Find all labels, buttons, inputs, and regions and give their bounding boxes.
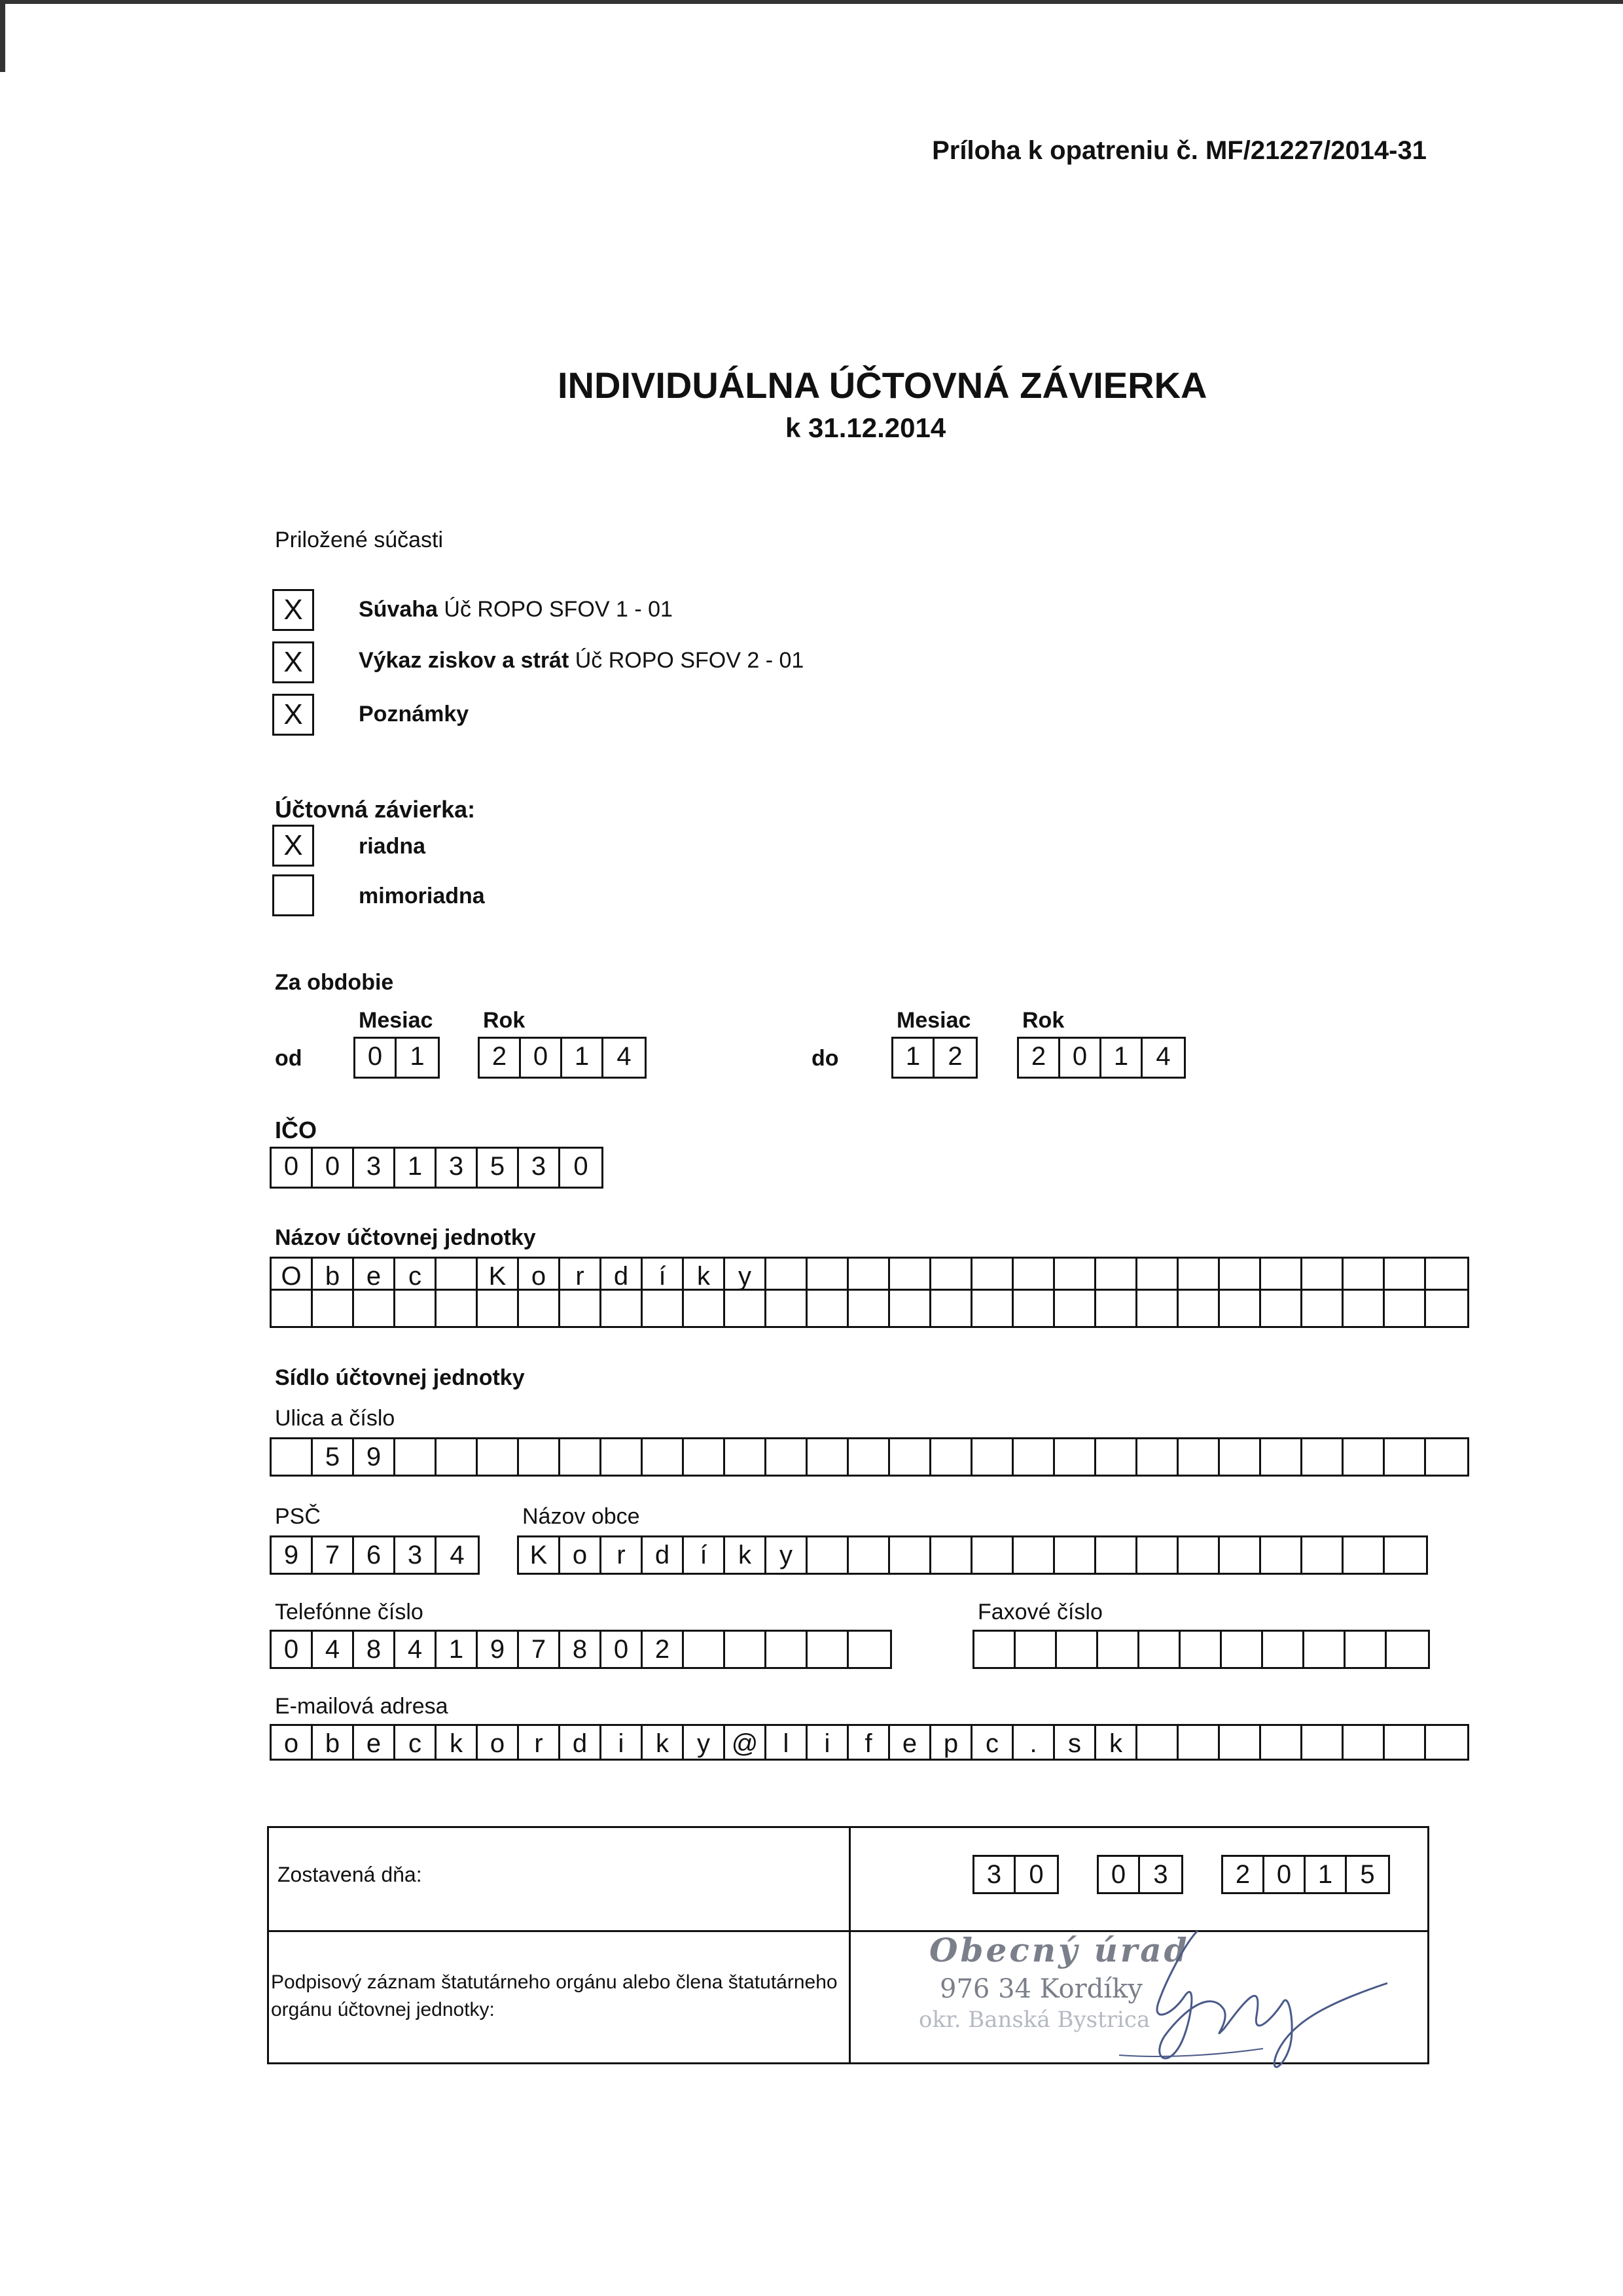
street-field[interactable] <box>270 1437 1469 1477</box>
city-char-cell <box>1014 1537 1055 1573</box>
attachment-suvaha-name: Súvaha <box>359 597 438 622</box>
street-char-cell <box>849 1439 890 1475</box>
email-char-cell: k <box>437 1726 478 1759</box>
entity-name-char-cell <box>354 1291 395 1326</box>
checkbox-riadna[interactable]: X <box>272 825 314 867</box>
to-year-digit: 1 <box>1101 1039 1143 1077</box>
street-char-cell <box>643 1439 684 1475</box>
entity-name-char-cell <box>849 1291 890 1326</box>
signature-table-column-divider <box>849 1828 851 2062</box>
entity-name-char-cell <box>725 1291 766 1326</box>
compiled-label: Zostavená dňa: <box>277 1863 422 1886</box>
entity-name-char-cell: í <box>643 1259 684 1289</box>
ico-digit-cell: 3 <box>354 1149 395 1187</box>
from-label: od <box>275 1046 302 1071</box>
email-char-cell: y <box>684 1726 725 1759</box>
entity-name-char-cell <box>1055 1291 1096 1326</box>
email-label: E-mailová adresa <box>275 1694 448 1719</box>
entity-name-char-cell <box>1096 1259 1137 1289</box>
street-char-cell <box>1426 1439 1467 1475</box>
street-char-cell <box>972 1439 1014 1475</box>
psc-label: PSČ <box>275 1504 321 1529</box>
to-month-digit: 1 <box>893 1039 935 1077</box>
compiled-day-field[interactable] <box>972 1855 1059 1894</box>
from-year-digit: 2 <box>480 1039 521 1077</box>
period-label: Za obdobie <box>275 970 394 995</box>
entity-name-char-cell: y <box>725 1259 766 1289</box>
attachment-suvaha-code: Úč ROPO SFOV 1 - 01 <box>444 597 673 622</box>
entity-name-row-2[interactable] <box>270 1289 1469 1328</box>
entity-name-char-cell <box>1014 1291 1055 1326</box>
entity-name-char-cell <box>272 1291 313 1326</box>
street-char-cell <box>725 1439 766 1475</box>
entity-name-char-cell: k <box>684 1259 725 1289</box>
email-char-cell: k <box>643 1726 684 1759</box>
from-year-field[interactable] <box>478 1037 647 1079</box>
entity-name-char-cell <box>313 1291 354 1326</box>
entity-name-char-cell <box>684 1291 725 1326</box>
ico-digit-cell: 1 <box>395 1149 437 1187</box>
compiled-year-digit: 1 <box>1306 1857 1347 1892</box>
from-month-field[interactable] <box>353 1037 440 1079</box>
attachment-vykaz-name: Výkaz ziskov a strát <box>359 648 569 673</box>
email-char-cell: c <box>395 1726 437 1759</box>
address-label: Sídlo účtovnej jednotky <box>275 1365 525 1390</box>
entity-name-char-cell <box>1426 1259 1467 1289</box>
email-char-cell: o <box>478 1726 519 1759</box>
from-year-digit: 4 <box>616 1042 632 1071</box>
street-char-cell <box>1096 1439 1137 1475</box>
fax-digit-cell <box>1222 1632 1263 1667</box>
fax-digit-cell <box>1263 1632 1304 1667</box>
entity-name-char-cell <box>437 1291 478 1326</box>
street-char-cell: 5 <box>313 1439 354 1475</box>
entity-name-char-cell <box>395 1291 437 1326</box>
phone-digit-cell: 8 <box>354 1632 395 1667</box>
ico-digit-cell: 0 <box>573 1152 588 1181</box>
psc-digit-cell: 6 <box>354 1537 395 1573</box>
street-char-cell <box>1179 1439 1220 1475</box>
signature-label-line-1: Podpisový záznam štatutárneho orgánu alebo člena štatutárneho <box>271 1971 838 1993</box>
email-char-cell: o <box>272 1726 313 1759</box>
email-char-cell: i <box>808 1726 849 1759</box>
to-year-digit: 4 <box>1156 1042 1171 1071</box>
fax-digit-cell <box>1387 1632 1428 1667</box>
fax-digit-cell <box>1057 1632 1098 1667</box>
city-char-cell <box>849 1537 890 1573</box>
email-char-cell: b <box>313 1726 354 1759</box>
stamp-line-3: okr. Banská Bystrica <box>919 2007 1150 2033</box>
entity-name-char-cell <box>1179 1259 1220 1289</box>
entity-name-char-cell <box>972 1259 1014 1289</box>
entity-name-char-cell <box>1302 1291 1344 1326</box>
entity-name-char-cell <box>1385 1291 1426 1326</box>
email-char-cell: d <box>560 1726 601 1759</box>
fax-digit-cell <box>974 1632 1016 1667</box>
entity-name-char-cell: O <box>272 1259 313 1289</box>
entity-name-char-cell <box>1261 1291 1302 1326</box>
phone-digit-cell: 0 <box>272 1632 313 1667</box>
annex-reference: Príloha k opatreniu č. MF/21227/2014-31 <box>932 136 1427 165</box>
phone-digit-cell: 7 <box>519 1632 560 1667</box>
email-char-cell <box>1220 1726 1261 1759</box>
street-char-cell <box>766 1439 808 1475</box>
phone-digit-cell <box>766 1632 808 1667</box>
entity-name-char-cell <box>643 1291 684 1326</box>
city-char-cell <box>1344 1537 1385 1573</box>
phone-digit-cell: 2 <box>643 1632 684 1667</box>
street-char-cell <box>519 1439 560 1475</box>
city-char-cell <box>1385 1537 1426 1573</box>
ico-digit-cell: 3 <box>519 1149 560 1187</box>
entity-name-row-1[interactable] <box>270 1257 1469 1291</box>
phone-digit-cell <box>808 1632 849 1667</box>
entity-name-char-cell: c <box>395 1259 437 1289</box>
entity-name-char-cell <box>808 1291 849 1326</box>
street-char-cell <box>931 1439 972 1475</box>
email-char-cell <box>1137 1726 1179 1759</box>
fax-digit-cell <box>1139 1632 1181 1667</box>
entity-name-char-cell <box>478 1291 519 1326</box>
to-month-digit: 2 <box>948 1042 963 1071</box>
stamp-line-1: Obecný úrad <box>929 1931 1190 1969</box>
street-char-cell <box>684 1439 725 1475</box>
checkbox-mimoriadna[interactable] <box>272 874 314 916</box>
email-char-cell: s <box>1055 1726 1096 1759</box>
email-char-cell <box>1179 1726 1220 1759</box>
to-year-digit: 2 <box>1019 1039 1060 1077</box>
street-char-cell <box>1220 1439 1261 1475</box>
email-char-cell <box>1261 1726 1302 1759</box>
entity-name-char-cell <box>1096 1291 1137 1326</box>
phone-digit-cell <box>725 1632 766 1667</box>
phone-digit-cell <box>849 1632 890 1667</box>
street-char-cell <box>1014 1439 1055 1475</box>
compiled-day-digit: 0 <box>1029 1860 1044 1889</box>
email-char-cell <box>1302 1726 1344 1759</box>
entity-name-char-cell <box>1220 1259 1261 1289</box>
compiled-month-field[interactable] <box>1097 1855 1183 1894</box>
entity-name-char-cell <box>972 1291 1014 1326</box>
city-char-cell: o <box>560 1537 601 1573</box>
street-char-cell <box>1055 1439 1096 1475</box>
city-char-cell <box>890 1537 931 1573</box>
street-label: Ulica a číslo <box>275 1406 395 1431</box>
city-field[interactable] <box>517 1535 1428 1575</box>
to-month-label: Mesiac <box>897 1008 971 1033</box>
fax-digit-cell <box>1304 1632 1346 1667</box>
entity-name-char-cell <box>560 1291 601 1326</box>
to-month-field[interactable] <box>891 1037 978 1079</box>
compiled-year-digit: 0 <box>1264 1857 1306 1892</box>
entity-name-char-cell <box>1014 1259 1055 1289</box>
city-char-cell <box>931 1537 972 1573</box>
psc-digit-cell: 4 <box>450 1541 465 1570</box>
email-char-cell: l <box>766 1726 808 1759</box>
city-char-cell <box>1055 1537 1096 1573</box>
to-year-label: Rok <box>1022 1008 1065 1033</box>
fax-label: Faxové číslo <box>978 1600 1103 1624</box>
street-char-cell <box>1137 1439 1179 1475</box>
ico-field[interactable] <box>270 1147 603 1189</box>
city-char-cell: d <box>643 1537 684 1573</box>
entity-name-char-cell: r <box>560 1259 601 1289</box>
city-char-cell <box>808 1537 849 1573</box>
entity-name-char-cell <box>1220 1291 1261 1326</box>
handwritten-signature <box>1113 1924 1400 2081</box>
ico-digit-cell: 0 <box>272 1149 313 1187</box>
email-char-cell <box>1385 1726 1426 1759</box>
email-char-cell <box>1344 1726 1385 1759</box>
entity-name-char-cell <box>1179 1291 1220 1326</box>
street-char-cell <box>478 1439 519 1475</box>
email-char-cell: c <box>972 1726 1014 1759</box>
entity-name-char-cell <box>808 1259 849 1289</box>
city-char-cell <box>1220 1537 1261 1573</box>
compiled-day-digit: 3 <box>974 1857 1016 1892</box>
option-riadna-label: riadna <box>359 834 426 859</box>
phone-digit-cell: 0 <box>601 1632 643 1667</box>
city-char-cell: y <box>766 1537 808 1573</box>
scan-top-edge <box>0 0 1623 4</box>
compiled-month-digit: 0 <box>1099 1857 1140 1892</box>
city-char-cell: í <box>684 1537 725 1573</box>
street-char-cell <box>437 1439 478 1475</box>
compiled-month-digit: 3 <box>1153 1860 1168 1889</box>
email-char-cell: k <box>1096 1726 1137 1759</box>
city-char-cell <box>1179 1537 1220 1573</box>
email-char-cell: @ <box>725 1726 766 1759</box>
entity-name-char-cell <box>519 1291 560 1326</box>
city-char-cell: r <box>601 1537 643 1573</box>
checkbox-suvaha[interactable]: X <box>272 589 314 631</box>
from-month-digit: 1 <box>410 1042 425 1071</box>
checkbox-poznamky[interactable]: X <box>272 694 314 736</box>
street-char-cell <box>1385 1439 1426 1475</box>
entity-name-char-cell <box>1055 1259 1096 1289</box>
entity-name-char-cell <box>931 1291 972 1326</box>
email-char-cell: e <box>890 1726 931 1759</box>
entity-name-label: Názov účtovnej jednotky <box>275 1225 536 1250</box>
ico-digit-cell: 5 <box>478 1149 519 1187</box>
phone-digit-cell <box>684 1632 725 1667</box>
psc-digit-cell: 3 <box>395 1537 437 1573</box>
phone-label: Telefónne číslo <box>275 1600 423 1624</box>
from-year-digit: 1 <box>562 1039 603 1077</box>
email-char-cell: f <box>849 1726 890 1759</box>
entity-name-char-cell <box>766 1291 808 1326</box>
ico-digit-cell: 3 <box>437 1149 478 1187</box>
psc-field[interactable] <box>270 1535 480 1575</box>
email-field[interactable] <box>270 1724 1469 1761</box>
ico-label: IČO <box>275 1117 317 1143</box>
entity-name-char-cell: K <box>478 1259 519 1289</box>
stamp-line-2: 976 34 Kordíky <box>940 1974 1143 2004</box>
option-mimoriadna-label: mimoriadna <box>359 884 485 908</box>
from-year-digit: 0 <box>521 1039 562 1077</box>
statement-type-label: Účtovná závierka: <box>275 796 476 823</box>
email-char-cell: p <box>931 1726 972 1759</box>
psc-digit-cell: 9 <box>272 1537 313 1573</box>
city-label: Názov obce <box>522 1504 640 1529</box>
fax-digit-cell <box>1016 1632 1057 1667</box>
attachment-suvaha <box>359 597 673 622</box>
entity-name-char-cell <box>1302 1259 1344 1289</box>
email-char-cell: r <box>519 1726 560 1759</box>
entity-name-char-cell: d <box>601 1259 643 1289</box>
entity-name-char-cell <box>931 1259 972 1289</box>
to-year-field[interactable] <box>1017 1037 1186 1079</box>
signature-label-line-2: orgánu účtovnej jednotky: <box>271 1999 495 2020</box>
scan-left-mark <box>0 0 5 72</box>
street-char-cell <box>560 1439 601 1475</box>
city-char-cell <box>1261 1537 1302 1573</box>
entity-name-char-cell: o <box>519 1259 560 1289</box>
from-month-digit: 0 <box>355 1039 397 1077</box>
city-char-cell <box>972 1537 1014 1573</box>
entity-name-char-cell <box>1344 1291 1385 1326</box>
street-char-cell <box>1261 1439 1302 1475</box>
email-char-cell: i <box>601 1726 643 1759</box>
entity-name-char-cell <box>437 1259 478 1289</box>
from-month-label: Mesiac <box>359 1008 433 1033</box>
attachments-label: Priložené súčasti <box>275 528 444 552</box>
email-char-cell: e <box>354 1726 395 1759</box>
fax-field[interactable] <box>972 1630 1430 1669</box>
entity-name-char-cell <box>890 1291 931 1326</box>
psc-digit-cell: 7 <box>313 1537 354 1573</box>
page-subtitle-date: k 31.12.2014 <box>785 412 946 443</box>
phone-digit-cell: 9 <box>478 1632 519 1667</box>
entity-name-char-cell <box>1385 1259 1426 1289</box>
street-char-cell <box>808 1439 849 1475</box>
signature-label <box>271 1969 838 2024</box>
entity-name-char-cell <box>1426 1291 1467 1326</box>
page-title: INDIVIDUÁLNA ÚČTOVNÁ ZÁVIERKA <box>558 365 1207 406</box>
attachment-vykaz <box>359 648 804 673</box>
phone-digit-cell: 8 <box>560 1632 601 1667</box>
entity-name-char-cell <box>849 1259 890 1289</box>
street-char-cell <box>1344 1439 1385 1475</box>
city-char-cell: K <box>519 1537 560 1573</box>
entity-name-char-cell <box>766 1259 808 1289</box>
phone-digit-cell: 1 <box>437 1632 478 1667</box>
phone-field[interactable] <box>270 1630 892 1669</box>
city-char-cell <box>1302 1537 1344 1573</box>
city-char-cell <box>1096 1537 1137 1573</box>
street-char-cell <box>890 1439 931 1475</box>
from-year-label: Rok <box>483 1008 526 1033</box>
compiled-year-field[interactable] <box>1221 1855 1390 1894</box>
city-char-cell <box>1137 1537 1179 1573</box>
entity-name-char-cell <box>1137 1291 1179 1326</box>
attachment-poznamky-name: Poznámky <box>359 702 469 726</box>
email-char-cell <box>1426 1726 1467 1759</box>
street-char-cell <box>395 1439 437 1475</box>
fax-digit-cell <box>1181 1632 1222 1667</box>
compiled-year-digit: 2 <box>1223 1857 1264 1892</box>
checkbox-vykaz[interactable]: X <box>272 641 314 683</box>
phone-digit-cell: 4 <box>313 1632 354 1667</box>
street-char-cell <box>601 1439 643 1475</box>
phone-digit-cell: 4 <box>395 1632 437 1667</box>
to-year-digit: 0 <box>1060 1039 1101 1077</box>
fax-digit-cell <box>1098 1632 1139 1667</box>
email-char-cell: . <box>1014 1726 1055 1759</box>
street-char-cell <box>1302 1439 1344 1475</box>
entity-name-char-cell: b <box>313 1259 354 1289</box>
to-label: do <box>812 1046 839 1071</box>
attachment-vykaz-code: Úč ROPO SFOV 2 - 01 <box>575 648 804 673</box>
entity-name-char-cell: e <box>354 1259 395 1289</box>
ico-digit-cell: 0 <box>313 1149 354 1187</box>
street-char-cell: 9 <box>354 1439 395 1475</box>
fax-digit-cell <box>1346 1632 1387 1667</box>
street-char-cell <box>272 1439 313 1475</box>
entity-name-char-cell <box>1137 1259 1179 1289</box>
city-char-cell: k <box>725 1537 766 1573</box>
entity-name-char-cell <box>1344 1259 1385 1289</box>
entity-name-char-cell <box>601 1291 643 1326</box>
entity-name-char-cell <box>890 1259 931 1289</box>
compiled-year-digit: 5 <box>1360 1860 1375 1889</box>
entity-name-char-cell <box>1261 1259 1302 1289</box>
